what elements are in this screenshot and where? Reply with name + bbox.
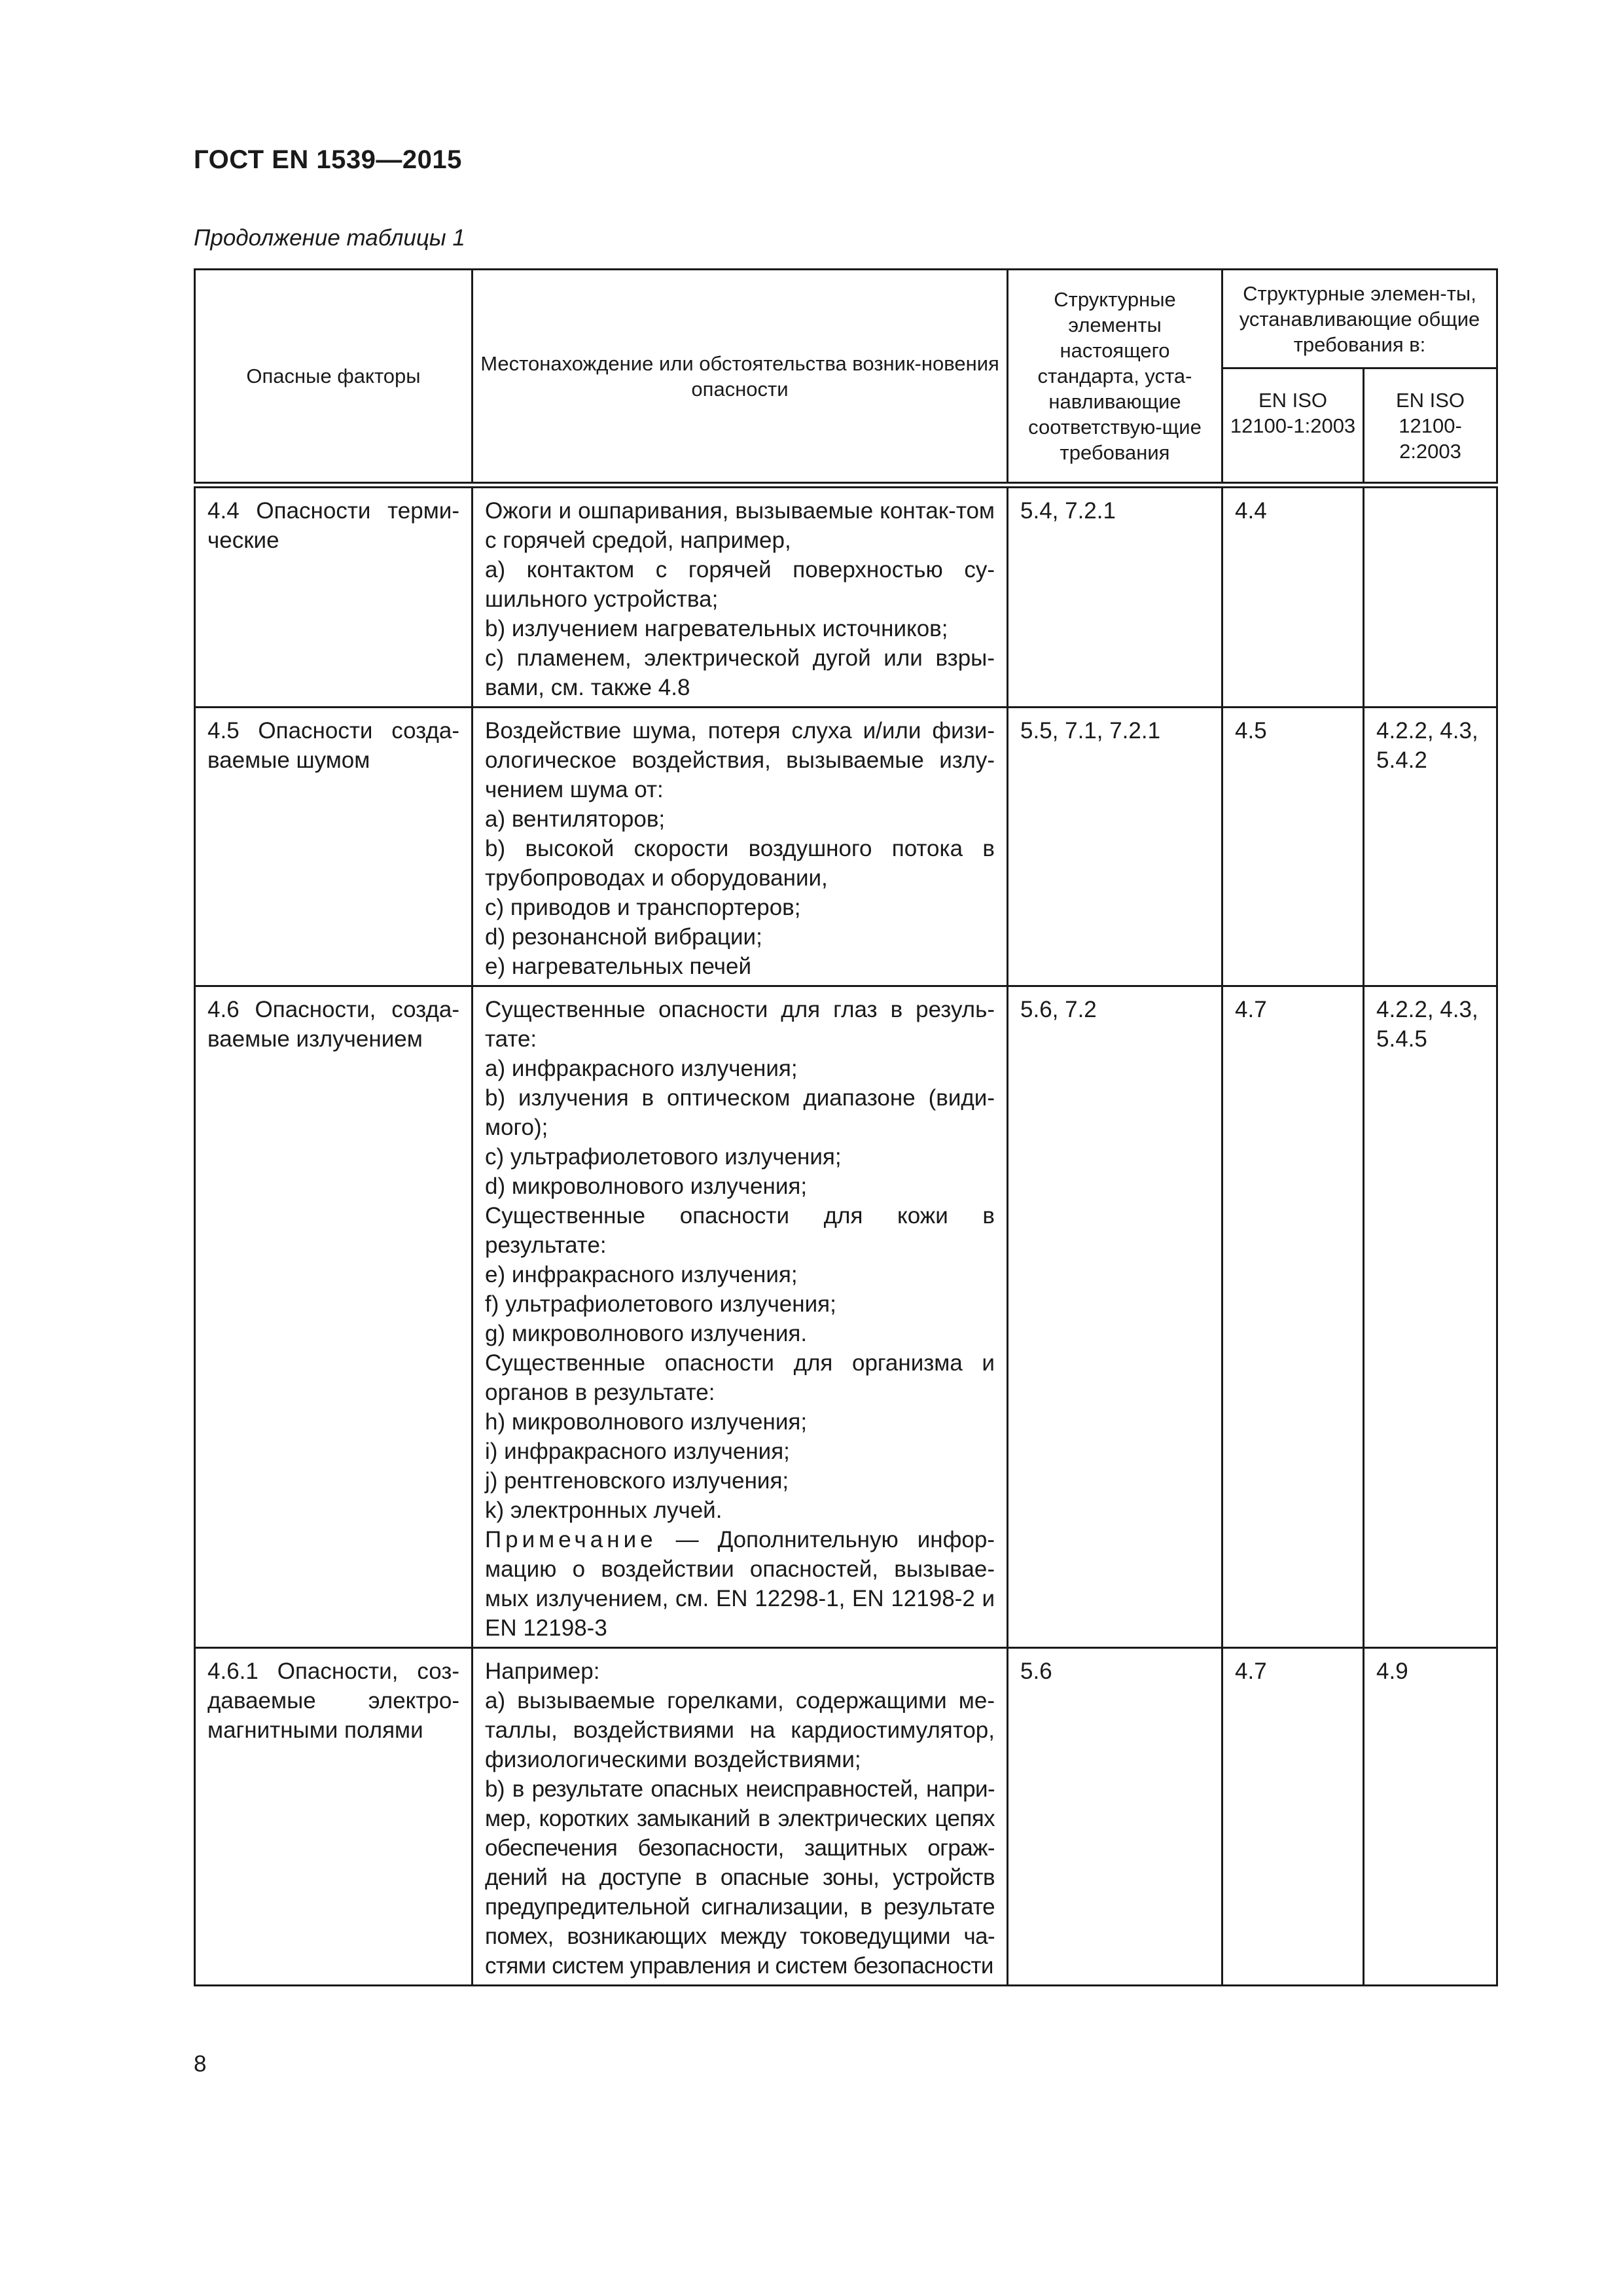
document-header: ГОСТ EN 1539—2015 [194,145,462,174]
iso1-clauses-cell: 4.7 [1222,1648,1364,1986]
location-line: b) излучением нагревательных источников; [485,616,948,641]
hazard-cell: 4.6 Опасности, созда-ваемые излучением [195,986,473,1648]
iso1-clauses-cell: 4.4 [1222,485,1364,708]
iso2-clauses-cell: 4.2.2, 4.3, 5.4.5 [1364,986,1497,1648]
location-line: e) нагревательных печей [485,954,752,979]
location-line: Существенные опасности для организма и органов в результате: [485,1350,995,1405]
iso2-clauses-cell: 4.9 [1364,1648,1497,1986]
note-text: — Дополнительную инфор-мацию о воздействии опасностей, вызывае-мых излучением, см. EN 12298-1, EN 12198-2 и EN 12198-3 [485,1527,995,1641]
table-row [195,708,1497,986]
location-line: c) ультрафиолетового излучения; [485,1144,842,1170]
location-line: g) микроволнового излучения. [485,1321,808,1346]
location-line: d) микроволнового излучения; [485,1174,808,1199]
note-label: Примечание [485,1527,657,1552]
hazard-cell: 4.4 Опасности терми-ческие [195,485,473,708]
location-cell [473,708,1008,986]
location-line: d) резонансной вибрации; [485,924,762,950]
table-row [195,1648,1497,1986]
iso2-clauses-cell: 4.2.2, 4.3, 5.4.2 [1364,708,1497,986]
location-line: Существенные опасности для кожи в результате: [485,1203,995,1258]
location-line: Существенные опасности для глаз в резуль-тате: [485,997,995,1052]
header-location: Местонахождение или обстоятельства возник-новения опасности [473,270,1008,486]
standard-clauses-cell: 5.4, 7.2.1 [1008,485,1222,708]
location-line: b) в результате опасных неисправностей, напри-мер, коротких замыканий в электрических цепях обеспечения безопасности, защитных ограж-дений на доступе в опасные зоны, устройств предупредительной сигнализации, в результате помех, возникающих между токоведущими ча-стями систем управления и систем безопасности [485,1776,995,1979]
location-cell [473,1648,1008,1986]
location-line: Например: [485,1659,600,1684]
location-line: a) инфракрасного излучения; [485,1056,798,1081]
header-en-iso-12100-2: EN ISO 12100-2:2003 [1364,368,1497,486]
location-line: a) контактом с горячей поверхностью су-шильного устройства; [485,557,995,612]
location-line: c) пламенем, электрической дугой или взры-вами, см. также 4.8 [485,645,995,700]
table-continuation-caption: Продолжение таблицы 1 [194,225,465,251]
header-general-requirements: Структурные элемен-ты, устанавливающие общие требования в: [1222,270,1497,368]
standard-clauses-cell: 5.6, 7.2 [1008,986,1222,1648]
location-line: c) приводов и транспортеров; [485,895,801,920]
table-row [195,485,1497,708]
header-en-iso-12100-1: EN ISO 12100-1:2003 [1222,368,1364,486]
iso1-clauses-cell: 4.5 [1222,708,1364,986]
page-number: 8 [194,2051,207,2077]
location-line: a) вентиляторов; [485,806,666,832]
location-line: b) высокой скорости воздушного потока в трубопроводах и оборудовании, [485,836,995,891]
hazards-table [194,268,1498,1986]
location-line: Ожоги и ошпаривания, вызываемые контак-том с горячей средой, например, [485,498,995,553]
header-hazards: Опасные факторы [195,270,473,486]
hazard-cell: 4.5 Опасности созда-ваемые шумом [195,708,473,986]
iso2-clauses-cell [1364,485,1497,708]
standard-clauses-cell: 5.6 [1008,1648,1222,1986]
table-row [195,986,1497,1648]
location-line: b) излучения в оптическом диапазоне (види-мого); [485,1085,995,1140]
location-line: k) электронных лучей. [485,1498,722,1523]
location-cell [473,485,1008,708]
location-line: j) рентгеновского излучения; [485,1468,789,1494]
location-line: a) вызываемые горелками, содержащими ме-таллы, воздействиями на кардиостимулятор, физиологическими воздействиями; [485,1688,995,1772]
header-this-standard: Структурные элементы настоящего стандарта, уста-навливающие соответствую-щие требования [1008,270,1222,486]
location-line: i) инфракрасного излучения; [485,1439,790,1464]
location-line: h) микроволнового излучения; [485,1409,808,1435]
standard-clauses-cell: 5.5, 7.1, 7.2.1 [1008,708,1222,986]
location-cell [473,986,1008,1648]
note [485,1525,995,1643]
iso1-clauses-cell: 4.7 [1222,986,1364,1648]
location-line: e) инфракрасного излучения; [485,1262,798,1287]
location-line: Воздействие шума, потеря слуха и/или физи-ологическое воздействия, вызываемые излу-чением шума от: [485,718,995,802]
hazard-cell: 4.6.1 Опасности, соз-даваемые электро-магнитными полями [195,1648,473,1986]
location-line: f) ультрафиолетового излучения; [485,1291,836,1317]
